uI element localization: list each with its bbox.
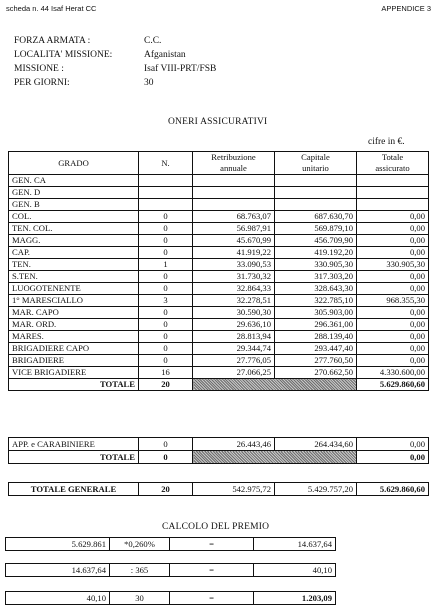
cell-retribuzione: 27.066,25 (193, 367, 275, 379)
appendix-label: APPENDICE 3 (381, 4, 431, 13)
cell-grado: MAGG. (9, 235, 139, 247)
cell-retribuzione: 30.590,30 (193, 307, 275, 319)
cell-grado: CAP. (9, 247, 139, 259)
cell-grado: MAR. CAPO (9, 307, 139, 319)
currency-note: cifre in €. (368, 137, 405, 147)
cell-grado: VICE BRIGADIERE (9, 367, 139, 379)
cell-grado: GEN. D (9, 187, 139, 199)
app-totale: 0,00 (357, 438, 429, 451)
totale-generale-totale: 5.629.860,60 (357, 483, 429, 496)
cell-capitale: 305.903,00 (275, 307, 357, 319)
calcolo-value: 5.629.861 (6, 538, 110, 551)
cell-retribuzione: 31.730,32 (193, 271, 275, 283)
table-row (9, 223, 429, 235)
calcolo-row-3 (5, 591, 336, 605)
cell-n: 0 (139, 355, 193, 367)
hatched-cell (193, 379, 357, 391)
cell-capitale: 687.630,70 (275, 211, 357, 223)
table-row (9, 343, 429, 355)
cell-retribuzione: 56.987,91 (193, 223, 275, 235)
calcolo-equals: = (170, 538, 254, 551)
cell-capitale: 293.447,40 (275, 343, 357, 355)
calcolo-value: 14.637,64 (6, 564, 110, 577)
totale-generale-row (9, 483, 429, 496)
cell-grado: BRIGADIERE CAPO (9, 343, 139, 355)
cell-totale: 968.355,30 (357, 295, 429, 307)
cell-capitale: 277.760,50 (275, 355, 357, 367)
cell-totale: 0,00 (357, 223, 429, 235)
cell-n (139, 199, 193, 211)
cell-totale (357, 187, 429, 199)
info-label-localita: LOCALITA' MISSIONE: (14, 50, 113, 60)
app-totale-row (9, 451, 429, 464)
table-row (6, 592, 336, 605)
cell-totale: 0,00 (357, 247, 429, 259)
calcolo-result: 1.203,09 (254, 592, 336, 605)
cell-grado: BRIGADIERE (9, 355, 139, 367)
info-value-localita: Afganistan (144, 50, 186, 60)
cell-retribuzione: 27.776,05 (193, 355, 275, 367)
app-grado: APP. e CARABINIERE (9, 438, 139, 451)
cell-totale: 0,00 (357, 343, 429, 355)
cell-grado: TEN. (9, 259, 139, 271)
calcolo-equals: = (170, 592, 254, 605)
info-value-giorni: 30 (144, 78, 154, 88)
table-row (9, 367, 429, 379)
totale-row (9, 379, 429, 391)
cell-n: 0 (139, 319, 193, 331)
table-row (9, 438, 429, 451)
cell-totale (357, 199, 429, 211)
cell-grado: GEN. CA (9, 175, 139, 187)
cell-n: 3 (139, 295, 193, 307)
app-retribuzione: 26.443,46 (193, 438, 275, 451)
table-row (6, 564, 336, 577)
app-capitale: 264.434,60 (275, 438, 357, 451)
cell-capitale: 456.709,90 (275, 235, 357, 247)
cell-totale: 0,00 (357, 235, 429, 247)
table-row (9, 355, 429, 367)
cell-capitale: 288.139,40 (275, 331, 357, 343)
cell-n: 0 (139, 235, 193, 247)
oneri-table (8, 151, 429, 391)
table-row (9, 211, 429, 223)
app-n: 0 (139, 438, 193, 451)
totale-value: 5.629.860,60 (357, 379, 429, 391)
cell-grado: S.TEN. (9, 271, 139, 283)
cell-grado: TEN. COL. (9, 223, 139, 235)
header-capitale: Capitale unitario (275, 152, 357, 175)
calcolo-operator: : 365 (110, 564, 170, 577)
cell-grado: COL. (9, 211, 139, 223)
hatched-cell (193, 451, 357, 464)
cell-totale: 0,00 (357, 271, 429, 283)
cell-retribuzione: 33.090,53 (193, 259, 275, 271)
cell-totale: 0,00 (357, 319, 429, 331)
calcolo-row-2 (5, 563, 336, 577)
cell-capitale: 317.303,20 (275, 271, 357, 283)
table-row (6, 538, 336, 551)
cell-n (139, 175, 193, 187)
table-row (9, 319, 429, 331)
calcolo-value: 40,10 (6, 592, 110, 605)
info-value-missione: Isaf VIII-PRT/FSB (144, 64, 217, 74)
table-row (9, 199, 429, 211)
totale-label: TOTALE (9, 379, 139, 391)
cell-n: 0 (139, 211, 193, 223)
table-row (9, 235, 429, 247)
totale-generale-capitale: 5.429.757,20 (275, 483, 357, 496)
cell-n: 0 (139, 223, 193, 235)
calcolo-row-1 (5, 537, 336, 551)
info-label-giorni: PER GIORNI: (14, 78, 70, 88)
cell-totale: 0,00 (357, 283, 429, 295)
cell-totale: 330.905,30 (357, 259, 429, 271)
table-row (9, 307, 429, 319)
cell-n: 16 (139, 367, 193, 379)
totale-n: 20 (139, 379, 193, 391)
info-value-forza: C.C. (144, 36, 162, 46)
app-totale-n: 0 (139, 451, 193, 464)
cell-n: 0 (139, 283, 193, 295)
cell-grado: LUOGOTENENTE (9, 283, 139, 295)
cell-retribuzione (193, 199, 275, 211)
calcolo-operator: *0,260% (110, 538, 170, 551)
cell-retribuzione: 68.763,07 (193, 211, 275, 223)
app-totale-value: 0,00 (357, 451, 429, 464)
calcolo-result: 14.637,64 (254, 538, 336, 551)
table-row (9, 247, 429, 259)
table-row (9, 175, 429, 187)
cell-capitale: 328.643,30 (275, 283, 357, 295)
cell-capitale: 296.361,00 (275, 319, 357, 331)
header-grado: GRADO (9, 152, 139, 175)
cell-totale: 4.330.600,00 (357, 367, 429, 379)
table-row (9, 283, 429, 295)
cell-totale: 0,00 (357, 355, 429, 367)
header-n: N. (139, 152, 193, 175)
cell-n: 0 (139, 307, 193, 319)
cell-retribuzione: 41.919,22 (193, 247, 275, 259)
cell-retribuzione (193, 175, 275, 187)
cell-capitale: 330.905,30 (275, 259, 357, 271)
section-title: ONERI ASSICURATIVI (168, 117, 268, 127)
totale-generale-retribuzione: 542.975,72 (193, 483, 275, 496)
cell-totale: 0,00 (357, 331, 429, 343)
totale-generale-label: TOTALE GENERALE (9, 483, 139, 496)
cell-totale: 0,00 (357, 307, 429, 319)
cell-retribuzione: 32.278,51 (193, 295, 275, 307)
info-label-missione: MISSIONE : (14, 64, 64, 74)
cell-totale (357, 175, 429, 187)
header-totale: Totale assicurato (357, 152, 429, 175)
calcolo-result: 40,10 (254, 564, 336, 577)
cell-capitale: 322.785,10 (275, 295, 357, 307)
cell-capitale (275, 187, 357, 199)
cell-retribuzione: 32.864,33 (193, 283, 275, 295)
cell-totale: 0,00 (357, 211, 429, 223)
app-totale-label: TOTALE (9, 451, 139, 464)
cell-n: 0 (139, 331, 193, 343)
cell-n: 0 (139, 343, 193, 355)
cell-retribuzione (193, 187, 275, 199)
table-row (9, 259, 429, 271)
table-row (9, 295, 429, 307)
cell-grado: 1° MARESCIALLO (9, 295, 139, 307)
cell-capitale (275, 199, 357, 211)
calcolo-operator: 30 (110, 592, 170, 605)
app-table (8, 437, 429, 464)
cell-retribuzione: 29.636,10 (193, 319, 275, 331)
info-label-forza: FORZA ARMATA : (14, 36, 91, 46)
cell-grado: MAR. ORD. (9, 319, 139, 331)
cell-capitale (275, 175, 357, 187)
cell-n: 1 (139, 259, 193, 271)
cell-capitale: 419.192,20 (275, 247, 357, 259)
calcolo-title: CALCOLO DEL PREMIO (162, 522, 270, 532)
cell-n: 0 (139, 247, 193, 259)
cell-capitale: 270.662,50 (275, 367, 357, 379)
header-retribuzione: Retribuzione annuale (193, 152, 275, 175)
table-row (9, 331, 429, 343)
cell-retribuzione: 28.813,94 (193, 331, 275, 343)
cell-retribuzione: 45.670,99 (193, 235, 275, 247)
table-row (9, 271, 429, 283)
table-header-row (9, 152, 429, 175)
cell-grado: GEN. B (9, 199, 139, 211)
cell-n (139, 187, 193, 199)
totale-generale-table (8, 482, 429, 496)
sheet-id: scheda n. 44 Isaf Herat CC (6, 4, 97, 13)
cell-n: 0 (139, 271, 193, 283)
calcolo-equals: = (170, 564, 254, 577)
totale-generale-n: 20 (139, 483, 193, 496)
cell-retribuzione: 29.344,74 (193, 343, 275, 355)
table-row (9, 187, 429, 199)
cell-capitale: 569.879,10 (275, 223, 357, 235)
cell-grado: MARES. (9, 331, 139, 343)
